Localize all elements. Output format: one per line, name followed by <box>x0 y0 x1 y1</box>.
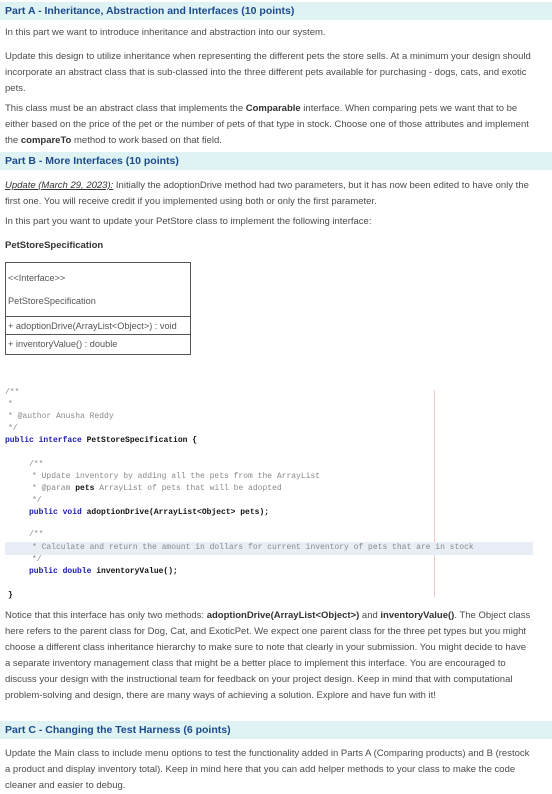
code-line: /** <box>29 460 44 469</box>
code-line: */ <box>32 496 42 505</box>
code-line: * <box>8 400 13 409</box>
part-b-instruction: In this part you want to update your PetStore class to implement the following interface: <box>5 216 372 227</box>
uml-method-inventory-value: + inventoryValue() : double <box>8 339 118 349</box>
part-c-paragraph: Update the Main class to include menu options to test the functionality added in Parts A (Comparing products) and B (restock a product and display inventory total). Keep in mind here that you can add helper methods to your class to make the code cleaner and easier to debug. <box>5 748 530 791</box>
update-date-link[interactable]: Update (March 29, 2023): <box>5 180 114 191</box>
code-line: * @author Anusha Reddy <box>8 412 114 421</box>
code-line: */ <box>32 555 42 564</box>
spec-label: PetStoreSpecification <box>5 240 104 251</box>
code-block <box>5 388 526 598</box>
code-line: * Update inventory by adding all the pets from the ArrayList <box>32 472 321 481</box>
part-a-heading: Part A - Inheritance, Abstraction and Interfaces (10 points) <box>0 2 552 20</box>
part-b-heading: Part B - More Interfaces (10 points) <box>0 152 552 170</box>
code-line: public void adoptionDrive(ArrayList<Object> pets); <box>29 508 270 517</box>
notice-paragraph: Notice that this interface has only two methods: adoptionDrive(ArrayList<Object>) and inventoryValue(). The Object class here refers to the parent class for Dog, Cat, and ExoticPet. We expect one parent class for the three pet types but you might choose a different class inheritance hierarchy to make sure to note that clearly in your submission. You might decide to have a separate inventory management class that might be a better place to implement this interface. You are encouraged to discuss your design with the instructional team for feedback on your project design. Keep in mind that with computational problem-solving and design, there are many ways of achieving a solution. Explore and have fun with it! <box>5 610 531 701</box>
part-a-intro: In this part we want to introduce inheritance and abstraction into our system. <box>5 27 326 38</box>
part-a-paragraph-1: Update this design to utilize inheritance when representing the different pets the store sells. At a minimum your design should incorporate an abstract class that is sub-classed into the three different pets available for purchasing - dogs, cats, and exotic pets. <box>5 51 531 94</box>
code-line: */ <box>8 424 18 433</box>
code-line: /** <box>5 388 20 397</box>
part-b-update-paragraph: Update (March 29, 2023): Initially the adoptionDrive method had two parameters, but it has now been edited to have only the first one. You will receive credit if you implemented using both or only the first parameter. <box>5 180 529 207</box>
uml-interface-box <box>5 262 191 355</box>
code-line: * @param pets ArrayList of pets that will be adopted <box>32 484 282 493</box>
code-line: * Calculate and return the amount in dollars for current inventory of pets that are in stock <box>32 543 474 552</box>
code-line: public interface PetStoreSpecification { <box>5 436 198 445</box>
uml-method-adoption-drive: + adoptionDrive(ArrayList<Object>) : void <box>8 321 177 331</box>
code-line: /** <box>29 530 44 539</box>
code-line: } <box>8 591 13 600</box>
code-line: public double inventoryValue(); <box>29 567 178 576</box>
part-c-heading: Part C - Changing the Test Harness (6 points) <box>0 721 552 739</box>
uml-stereotype: <<Interface>> <box>8 273 66 283</box>
part-a-paragraph-2: This class must be an abstract class that implements the Comparable interface. When comparing pets we want that to be either based on the price of the pet or the number of pets of that type in stock. Choose one of those attributes and implement the compareTo method to work based on that field. <box>5 103 529 146</box>
uml-interface-name: PetStoreSpecification <box>8 296 96 306</box>
